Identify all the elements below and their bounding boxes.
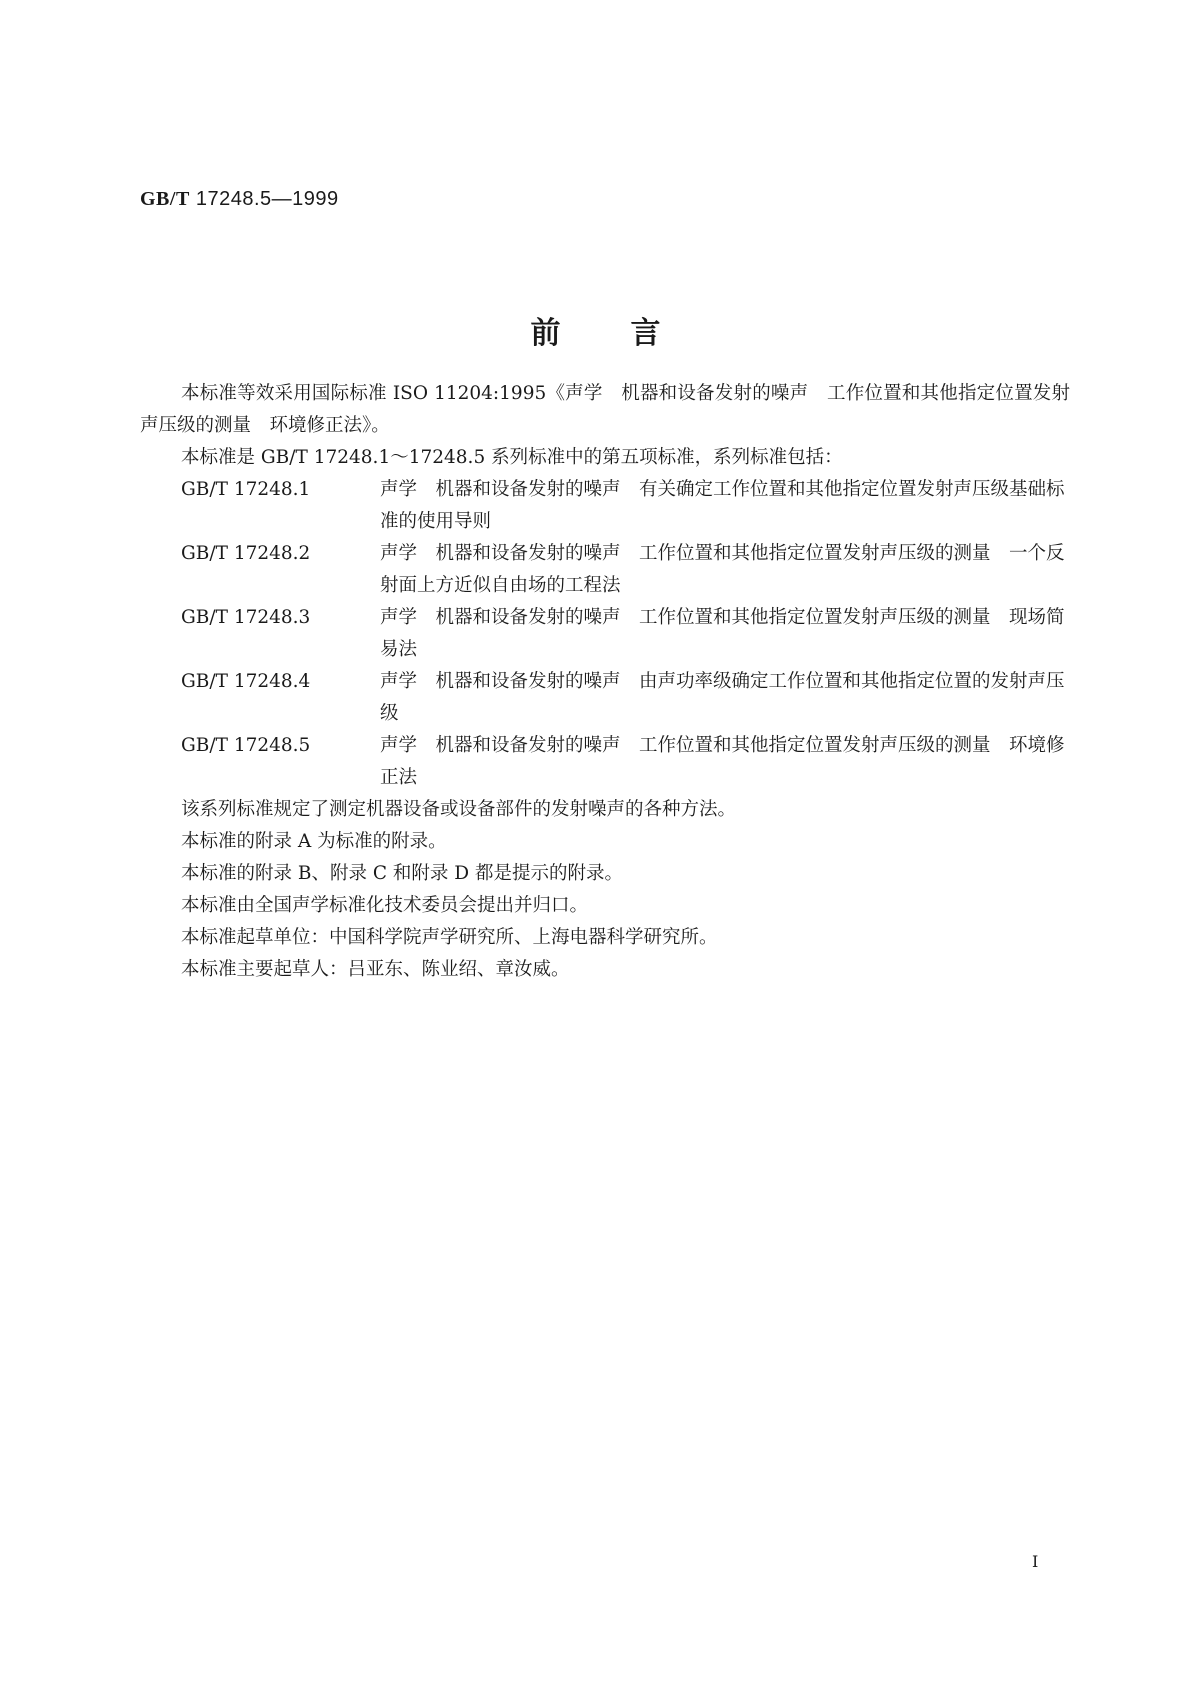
document-code xyxy=(140,188,339,211)
standard-title: 声学 机器和设备发射的噪声 由声功率级确定工作位置和其他指定位置的发射声压级 xyxy=(380,671,1065,724)
standard-title: 声学 机器和设备发射的噪声 有关确定工作位置和其他指定位置发射声压级基础标准的使用导则 xyxy=(380,479,1065,532)
intro-paragraph: 本标准等效采用国际标准 ISO 11204:1995《声学 机器和设备发射的噪声 工作位置和其他指定位置发射声压级的测量 环境修正法》。 xyxy=(140,383,1070,436)
standard-title: 声学 机器和设备发射的噪声 工作位置和其他指定位置发射声压级的测量 一个反射面上方近似自由场的工程法 xyxy=(380,543,1065,596)
standard-code: GB/T 17248.1 xyxy=(181,479,311,500)
standard-code: GB/T 17248.2 xyxy=(181,543,311,564)
standard-code: GB/T 17248.4 xyxy=(181,671,311,692)
drafters-paragraph: 本标准主要起草人：吕亚东、陈业绍、章汝威。 xyxy=(181,959,570,980)
standard-item xyxy=(140,474,1070,538)
informative-annex-paragraph: 本标准的附录 B、附录 C 和附录 D 都是提示的附录。 xyxy=(181,863,623,884)
standard-item xyxy=(140,538,1070,602)
standard-title: 声学 机器和设备发射的噪声 工作位置和其他指定位置发射声压级的测量 现场简易法 xyxy=(380,607,1065,660)
document-code-number: 17248.5—1999 xyxy=(195,188,339,210)
standard-code: GB/T 17248.3 xyxy=(181,607,311,628)
standard-title: 声学 机器和设备发射的噪声 工作位置和其他指定位置发射声压级的测量 环境修正法 xyxy=(380,735,1065,788)
foreword-body xyxy=(140,378,1070,986)
standard-item xyxy=(140,666,1070,730)
drafting-units-paragraph: 本标准起草单位：中国科学院声学研究所、上海电器科学研究所。 xyxy=(181,927,718,948)
page-title: 前言 xyxy=(530,316,731,351)
committee-paragraph: 本标准由全国声学标准化技术委员会提出并归口。 xyxy=(181,895,589,916)
document-code-prefix: GB/T xyxy=(140,188,190,210)
normative-annex-paragraph: 本标准的附录 A 为标准的附录。 xyxy=(181,831,447,852)
page-number: I xyxy=(1032,1552,1039,1571)
standard-code: GB/T 17248.5 xyxy=(181,735,311,756)
series-scope-paragraph: 该系列标准规定了测定机器设备或设备部件的发射噪声的各种方法。 xyxy=(181,799,737,820)
standard-item xyxy=(140,730,1070,794)
series-intro-paragraph: 本标准是 GB/T 17248.1～17248.5 系列标准中的第五项标准，系列标准包括： xyxy=(181,447,843,468)
standard-item xyxy=(140,602,1070,666)
